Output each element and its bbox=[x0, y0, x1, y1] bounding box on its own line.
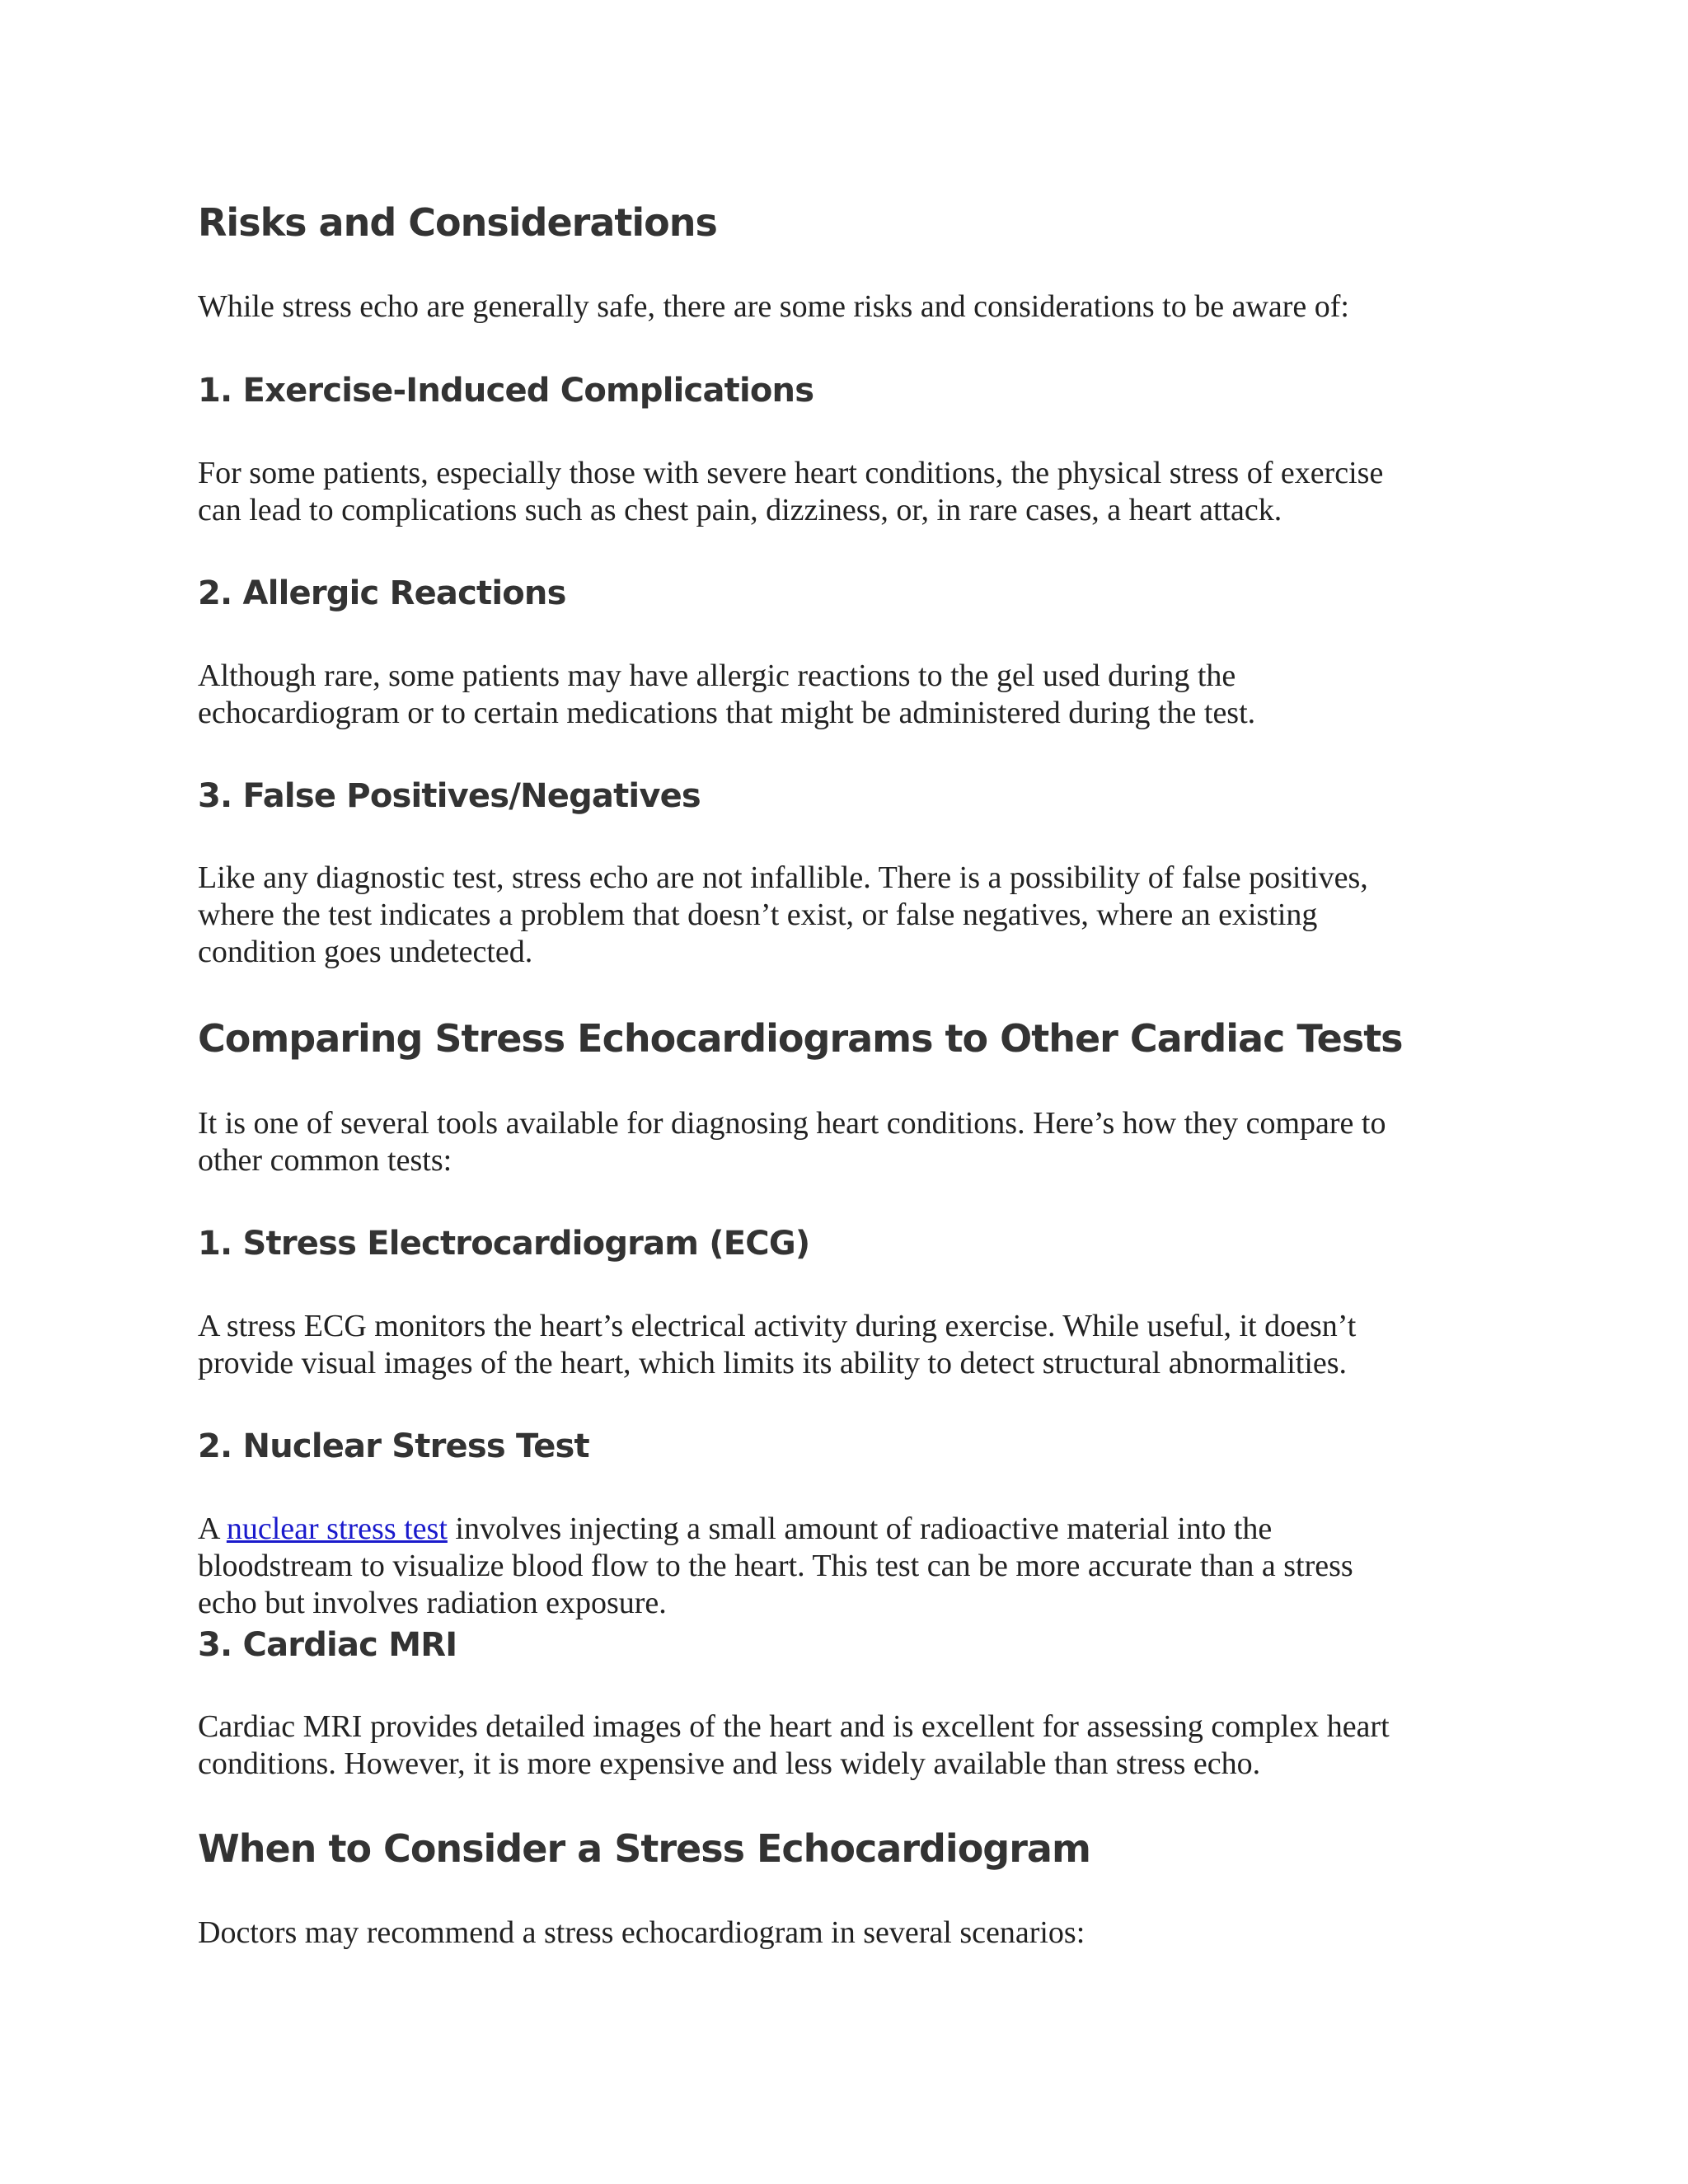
section-heading-comparing: Comparing Stress Echocardiograms to Other Cardiac Tests bbox=[198, 1016, 1403, 1061]
text-line: For some patients, especially those with severe heart conditions, the physical stress of exercise bbox=[198, 456, 1384, 490]
text-line: conditions. However, it is more expensive and less widely available than stress echo. bbox=[198, 1746, 1261, 1781]
paragraph-allergic-reactions bbox=[198, 658, 1533, 732]
text-line: condition goes undetected. bbox=[198, 935, 533, 969]
section-heading-when-to-consider: When to Consider a Stress Echocardiogram bbox=[198, 1826, 1090, 1871]
nuclear-stress-test-link[interactable]: nuclear stress test bbox=[226, 1511, 448, 1546]
paragraph-when-intro bbox=[198, 1915, 1533, 1952]
text-line: provide visual images of the heart, which limits its ability to detect structural abnormalities. bbox=[198, 1346, 1348, 1380]
text-prefix: A bbox=[198, 1511, 227, 1546]
paragraph-false-positives bbox=[198, 860, 1533, 971]
text-line: It is one of several tools available for diagnosing heart conditions. Here’s how they compare to bbox=[198, 1106, 1386, 1141]
paragraph-cardiac-mri bbox=[198, 1708, 1533, 1783]
text-line: can lead to complications such as chest pain, dizziness, or, in rare cases, a heart attack. bbox=[198, 493, 1282, 527]
paragraph-nuclear-stress-test bbox=[198, 1511, 1533, 1622]
text-line: Like any diagnostic test, stress echo are not infallible. There is a possibility of false positives, bbox=[198, 860, 1368, 895]
text-line: A stress ECG monitors the heart’s electrical activity during exercise. While useful, it doesn’t bbox=[198, 1309, 1357, 1343]
subheading-cardiac-mri: 3. Cardiac MRI bbox=[198, 1626, 457, 1664]
text-line: Doctors may recommend a stress echocardiogram in several scenarios: bbox=[198, 1915, 1085, 1950]
subheading-stress-ecg: 1. Stress Electrocardiogram (ECG) bbox=[198, 1225, 810, 1263]
text-line: where the test indicates a problem that doesn’t exist, or false negatives, where an existing bbox=[198, 898, 1318, 932]
subheading-exercise-complications: 1. Exercise-Induced Complications bbox=[198, 372, 814, 410]
text-line: echo but involves radiation exposure. bbox=[198, 1586, 667, 1620]
text-line: echocardiogram or to certain medications that might be administered during the test. bbox=[198, 696, 1256, 730]
paragraph-stress-ecg bbox=[198, 1308, 1533, 1382]
text-line: Cardiac MRI provides detailed images of the heart and is excellent for assessing complex heart bbox=[198, 1709, 1390, 1744]
subheading-nuclear-stress-test: 2. Nuclear Stress Test bbox=[198, 1427, 589, 1465]
paragraph-risks-intro bbox=[198, 288, 1533, 326]
text-line: Although rare, some patients may have allergic reactions to the gel used during the bbox=[198, 658, 1236, 693]
section-heading-risks: Risks and Considerations bbox=[198, 200, 717, 245]
text-suffix: involves injecting a small amount of radioactive material into the bbox=[447, 1511, 1273, 1546]
subheading-allergic-reactions: 2. Allergic Reactions bbox=[198, 574, 566, 612]
text-line bbox=[198, 1511, 1533, 1548]
text-line: While stress echo are generally safe, there are some risks and considerations to be aware of: bbox=[198, 289, 1349, 324]
text-line: bloodstream to visualize blood flow to the heart. This test can be more accurate than a stress bbox=[198, 1549, 1353, 1583]
paragraph-exercise-complications bbox=[198, 455, 1533, 529]
subheading-false-positives: 3. False Positives/Negatives bbox=[198, 777, 701, 815]
paragraph-comparing-intro bbox=[198, 1105, 1533, 1179]
text-line: other common tests: bbox=[198, 1143, 452, 1178]
